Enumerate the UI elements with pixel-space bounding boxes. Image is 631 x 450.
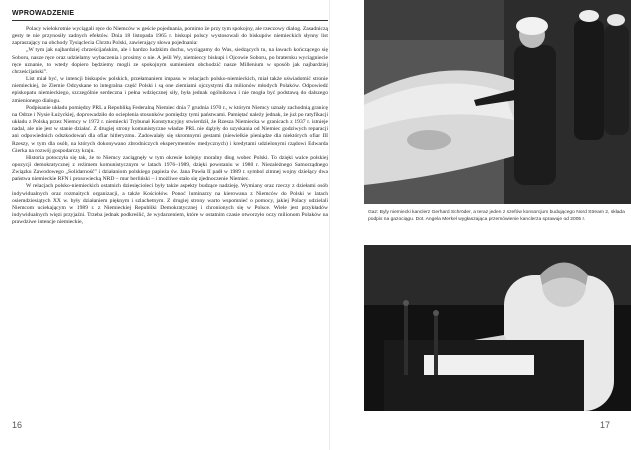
running-header (12, 10, 328, 21)
body-text (12, 26, 328, 414)
header-rule (12, 20, 328, 21)
photo-caption: Gaz: Byly niemiecki kanclerz Gerhard Schröder, a teraz jeden z szefów konsorcjum budującego Nord Stream 2, składa podpis na gazociągu. Dot. Angela Merkel wygłaszająca przemówienie kanclerza sprawuje od 2005 r. (368, 210, 625, 222)
photo-pipeline-signing (364, 0, 631, 204)
paragraph-quote: „W tym jak najbardziej chrześcijańskim, ale i bardzo ludzkim duchu, wyciągamy do Was, siedzących tu, na ławach kończącego się Soboru, nasze ręce oraz udzielamy wybaczenia i prosimy o nie. A jeśli Wy, niemieccy biskupi i Ojcowie Soboru, po bratersku wyciągniecie ręce uznanie, to wtedy dopiero będziemy mogli ze spokojnym sumieniem obchodzić nasze Millenium w sposób jak najbardziej chrześcijański”. (12, 47, 328, 75)
photo-merkel-speech (364, 245, 631, 411)
page-number-right: 17 (600, 420, 611, 430)
paragraph-history: Historia potoczyła się tak, że to Niemcy zaciągnęły w tym okresie kolejny moralny dług wobec Polski. To dzięki walce polskiej opozycji demokratycznej z reżimem komunistycznym w latach 1976–1989, dzięki powstaniu w 1980 r. Niezależnego Samorządnego Związku Zawodowego „Solidarność” i działaniom polskiego papieża św. Jana Pawła II padł w 1989 r. symbol zimnej wojny dzielący dwa państwa niemieckie RFN i prosowiecką NRD – mur berliński – i możliwe stało się zjednoczenie Niemiec. (12, 154, 328, 183)
paragraph-letter: List miał być, w intencji biskupów polskich, przełamaniem impasu w relacjach polsko-niemieckich, miał także uświadomić stronie niemieckiej, że Ziemie Odzyskane to integralna część Polski i są one ziemiami ojczystymi dla milionów młodych Polaków. Odpowiedź episkopatu niemieckiego, szczególnie serdeczna i pełna wdzięcznej siły, była jednak ogólnikowa i nie mogła być podstawą do dalszego zmienionego dialogu. (12, 76, 328, 104)
paragraph-treaty: Podpisanie układu pomiędzy PRL a Republiką Federalną Niemiec dnia 7 grudnia 1970 r., w którym Niemcy uznały zachodnią granicę na Odrze i Nysie Łużyckiej, doprowadziło do ocieplenia stosunków pomiędzy tymi państwami. Pamiętać należy jednak, że już po ratyfikacji układu z Polską przez Niemcy w 1972 r. niemiecki Trybunał Konstytucyjny stwierdził, że Rzesza Niemiecka w granicach z 1937 r. istnieje nadal, ale nie jest w stanie działać. Z drugiej strony komunistyczne władze PRL nie dążyły do uzyskania od Niemiec godziwych reparacji ani odpowiednich odszkodowań dla ofiar hitleryzmu. Zadowalały się skromnymi gestami (niewielkie pieniądze dla niektórych ofiar III Rzeszy, w tym dla osób, na których dokonywano zbrodniczych eksperymentów medycznych) i kredytami udzielonymi rządowi Edwarda Gierka na rozwój gospodarczy kraju. (12, 104, 328, 154)
paragraph-relations: W relacjach polsko-niemieckich ostatnich dziesięcioleci były także aspekty budzące nadzieję. Wymiany oraz rzeczy z dziełami osób indywidualnych oraz rozmaitych organizacji, a także Kościołów. Ponoć luminarzy na kierowana z Niemców do Polski w latach osiemdziesiątych XX w. były działaniem pięknym i szlachetnym. Z drugiej strony warto wspomnieć o pomocy, jakiej Polacy udzielali Niemcom uciekającym w 1989 r. z Niemieckiej Republiki Demokratycznej i chronionych się w Polsce. Wiele jest przykładów indywidualnych więzi przyjaźni. Trzeba jednak podkreślić, że wydarzeniem, które w ostatnim czasie otworzyło oczy milionom Polaków na prawdziwe intencje niemieckie, (12, 183, 328, 226)
page-number-left: 16 (12, 420, 23, 430)
running-header-title: WPROWADZENIE (12, 10, 75, 17)
paragraph-intro: Polacy wielokrotnie wyciągali ręce do Niemców w geście pojednania, pomimo że przy tym spokojny, ale rzeczowy dialog. Zasadniczą gesty te nie przynosiły zadnych efektów. Dnia 18 listopada 1965 r. biskupi polscy wystosowali do biskupów niemieckich słynny list zapraszający na obchody Tysiąclecia Chrztu Polski, zawierający słowa pojednania: (12, 26, 328, 47)
